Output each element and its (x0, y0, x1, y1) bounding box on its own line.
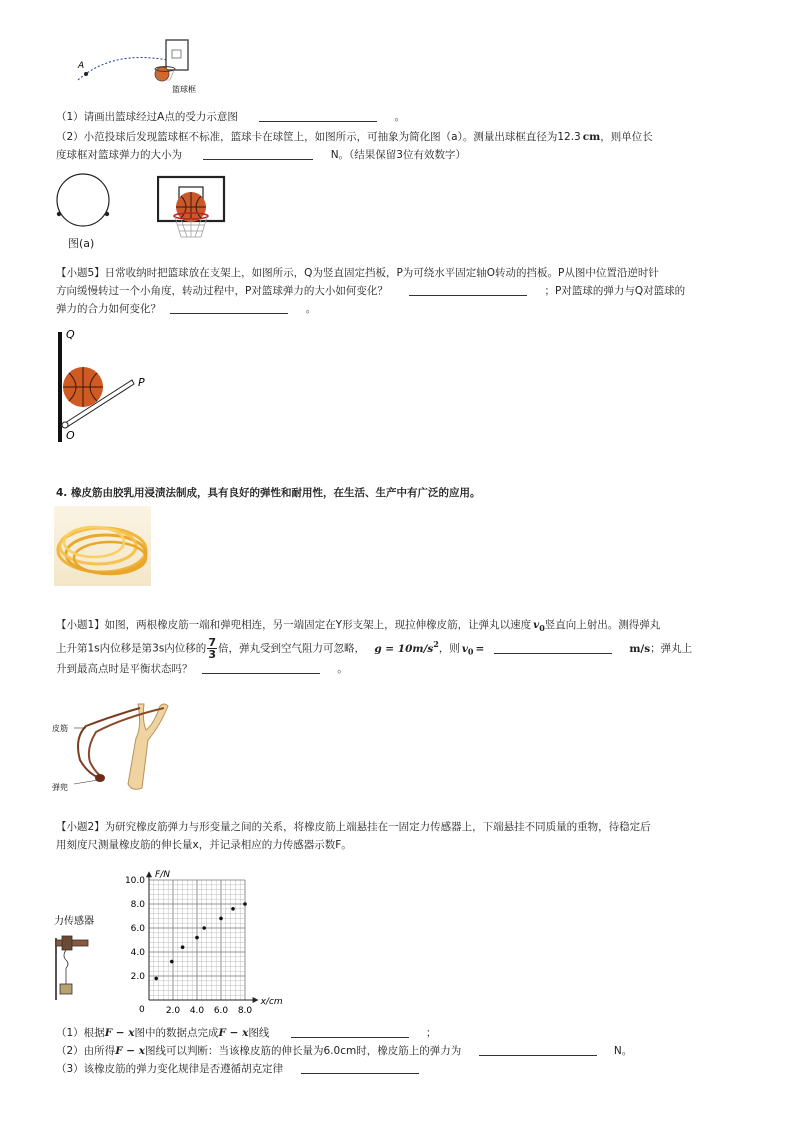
s1-line-3: 升到最高点时是平衡状态吗？ 。 (56, 663, 348, 675)
band-label: 皮筋 (52, 724, 68, 733)
sensor-label: 力传感器 (54, 916, 94, 927)
x-axis-label: x/cm (260, 997, 283, 1007)
label-o: O (66, 429, 75, 442)
s2-line-1: 【小题2】为研究橡皮筋弹力与形变量之间的关系，将橡皮筋上端悬挂在一固定力传感器上，下端悬挂不同质量的重物，待稳定后 (56, 821, 651, 833)
subquestion-5-line-3: 弹力的合力如何变化？ 。 (56, 303, 317, 315)
answer-blank-s1-b[interactable] (202, 661, 320, 674)
y-axis-arrow (146, 871, 152, 877)
point-a-label: A (78, 61, 85, 71)
data-point (195, 936, 199, 940)
figure-a-label: 图(a) (68, 237, 95, 250)
question-2-line-2: 度球框对篮球弹力的大小为 N。（结果保留3位有效数字） (56, 149, 466, 161)
x-tick-label: 2.0 (165, 1006, 181, 1016)
origin-label: 0 (139, 1005, 145, 1015)
subq-3: （3）该橡皮筋的弹力变化规律是否遵循胡克定律 (56, 1060, 754, 1078)
s1-line-2: 上升第1s内位移是第3s内位移的 $\frac{7}{3}$ 倍，弹丸受到空气阻力可忽略， $g = 10m/s^2$，则 $v_0 = m/s$；弹丸上 (56, 636, 693, 661)
answer-blank-q1[interactable] (259, 109, 377, 122)
subq-1: （1）根据F − x图中的数据点完成F − x图线 ； (56, 1027, 437, 1039)
basketball-in-hoop-illustration (157, 175, 227, 245)
data-point (181, 945, 185, 949)
y-axis-label: F/N (155, 870, 170, 881)
x-tick-label: 6.0 (213, 1006, 229, 1016)
s1-line-1: 【小题1】如图，两根橡皮筋一端和弹兜相连，另一端固定在Y形支架上，现拉伸橡皮筋，让弹丸以速度 $v_0$竖直向上射出。测得弹丸 (56, 619, 661, 634)
answer-blank-s1-a[interactable] (494, 641, 612, 654)
answer-blank-sq3[interactable] (301, 1061, 419, 1074)
y-tick-label: 10.0 (124, 876, 145, 886)
trajectory-figure (72, 36, 222, 98)
data-point (243, 902, 247, 906)
answer-blank-sq1[interactable] (291, 1025, 409, 1038)
pouch-label: 弹兜 (52, 783, 68, 792)
y-tick-label: 2.0 (130, 972, 145, 982)
y-tick-label: 4.0 (130, 948, 145, 958)
data-point (231, 907, 235, 911)
y-tick-label: 8.0 (130, 900, 145, 910)
x-axis-arrow (253, 997, 259, 1003)
problem-4-intro: 4. 橡皮筋由胶乳用浸渍法制成，具有良好的弹性和耐用性，在生活、生产中有广泛的应用。 (56, 487, 481, 499)
question-1: （1）请画出篮球经过A点的受力示意图 。 (56, 111, 406, 123)
answer-blank-sq2[interactable] (479, 1043, 597, 1056)
slingshot-figure (52, 698, 182, 798)
data-point (170, 960, 174, 964)
rubber-band-photo (54, 506, 151, 586)
ball-on-rack-figure (52, 324, 162, 444)
x-tick-label: 4.0 (189, 1006, 205, 1016)
question-2-line-1: （2）小范投球后发现篮球框不标准，篮球卡在球筐上，如图所示，可抽象为简化图（a）。测量出球框直径为12.3 cm，则单位长 (56, 131, 653, 143)
f-x-chart (115, 858, 285, 1018)
label-p: P (138, 376, 145, 389)
data-point (154, 977, 158, 981)
data-point (219, 917, 223, 921)
data-point (202, 926, 206, 930)
force-sensor-apparatus (52, 912, 112, 1002)
fraction-seven-thirds: $\frac{7}{3}$ (208, 636, 216, 661)
hoop-label: 篮球框 (172, 85, 196, 94)
subquestion-5-line-1: 【小题5】日常收纳时把篮球放在支架上，如图所示，Q为竖直固定挡板，P为可绕水平固定轴O转动的挡板。P从图中位置沿逆时针 (56, 267, 659, 279)
answer-blank-q5-a[interactable] (409, 283, 527, 296)
subquestion-5-line-2: 方向缓慢转过一个小角度，转动过程中，P对篮球弹力的大小如何变化？ ；P对篮球的弹力与Q对篮球的 (56, 285, 686, 297)
answer-blank-q5-b[interactable] (170, 301, 288, 314)
s2-line-2: 用刻度尺测量橡皮筋的伸长量x，并记录相应的力传感器示数F。 (56, 839, 352, 851)
label-q: Q (66, 328, 75, 341)
y-tick-label: 6.0 (130, 924, 145, 934)
answer-blank-q2[interactable] (203, 147, 313, 160)
subq-2: （2）由所得F − x图线可以判断：当该橡皮筋的伸长量为6.0cm时，橡皮筋上的弹力为 N。 (56, 1045, 633, 1057)
x-tick-label: 8.0 (237, 1006, 253, 1016)
